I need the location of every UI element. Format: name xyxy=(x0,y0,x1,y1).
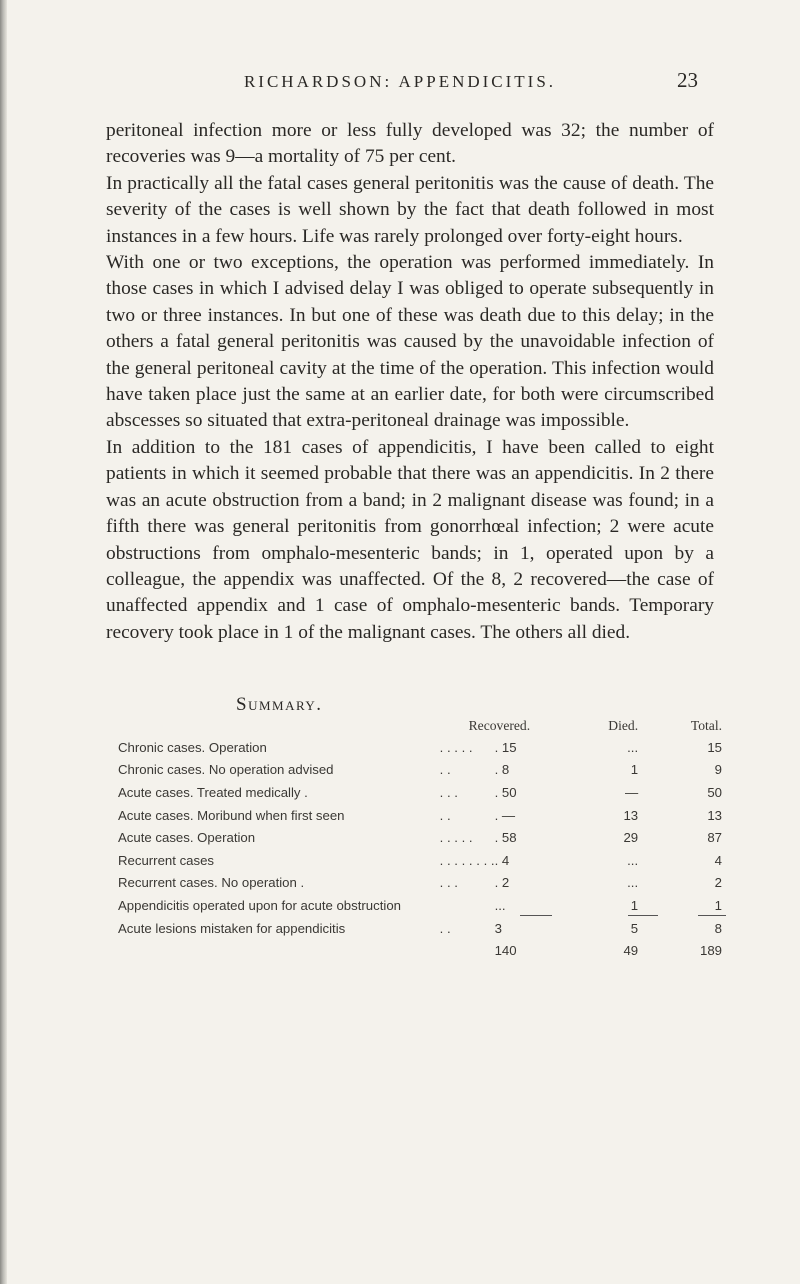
row-label: Acute cases. Operation xyxy=(118,830,256,846)
row-total: 13 xyxy=(707,807,722,823)
row-leader: . . . . . . . . xyxy=(439,852,495,868)
row-label: Chronic cases. No operation advised xyxy=(118,762,334,778)
row-recovered: . 2 xyxy=(494,875,510,891)
row-total: 9 xyxy=(714,762,722,778)
row-label: Recurrent cases. No operation . xyxy=(118,875,305,891)
row-died: ... xyxy=(627,875,639,891)
row-leader: . . xyxy=(439,920,451,936)
column-header-recovered: Recovered. xyxy=(468,718,531,733)
row-leader: . . . xyxy=(439,784,458,800)
row-leader xyxy=(440,894,495,917)
row-leader: . . . . . xyxy=(439,830,473,846)
row-total: 8 xyxy=(714,920,722,936)
row-died: 29 xyxy=(623,830,639,846)
row-died: 1 xyxy=(630,897,639,913)
row-leader: . . xyxy=(439,807,451,823)
summary-header-row xyxy=(118,716,722,736)
summary-row xyxy=(118,894,722,917)
row-died: — xyxy=(624,784,639,800)
row-recovered: . 4 xyxy=(494,852,510,868)
page-header xyxy=(120,68,698,102)
row-label: Chronic cases. Operation xyxy=(118,739,267,755)
paragraph: In practically all the fatal cases general peritonitis was the cause of death. The severity of the cases is well shown by the fact that death followed in most instances in a few hours. Life was rarely prolonged over forty-eight hours. xyxy=(106,172,714,247)
row-total: 2 xyxy=(714,875,722,891)
total-died: 49 xyxy=(623,943,639,959)
summary-row xyxy=(118,872,722,895)
row-leader: . . . . . xyxy=(439,739,473,755)
paragraph: In addition to the 181 cases of appendicitis, I have been called to eight patients in which it seemed probable that there was an appendicitis. In 2 there was an acute obstruction from a band; in 2 malignant disease was found; in a fifth there was general peritonitis from gonorrhœal infection; 2 were acute obstructions from omphalo-mesenteric bands; in 1, operated upon by a colleague, the appendix was unaffected. Of the 8, 2 recovered—the case of unaffected appendix and 1 case of omphalo-mesenteric bands. Temporary recovery took place in 1 of the malignant cases. The others all died. xyxy=(106,436,714,643)
row-died: ... xyxy=(627,739,639,755)
row-total: 87 xyxy=(707,830,722,846)
row-total: 15 xyxy=(707,739,722,755)
row-total: 1 xyxy=(714,897,722,913)
column-header-died: Died. xyxy=(608,718,639,733)
row-label: Acute lesions mistaken for appendicitis xyxy=(118,920,346,936)
sum-rule-recovered xyxy=(520,915,552,916)
row-label: Acute cases. Treated medically . xyxy=(118,784,308,800)
summary-row xyxy=(118,759,722,782)
summary-row xyxy=(118,736,722,759)
row-recovered: . 8 xyxy=(494,762,510,778)
paragraph: With one or two exceptions, the operation was performed immediately. In those cases in which I advised delay I was obliged to operate subsequently in two or three instances. In but one of these was death due to this delay; in the others a fatal general peritonitis was caused by the unavoidable infection of the general peritoneal cavity at the time of the operation. This infection would have taken place just the same at an earlier date, for both were circumscribed abscesses so situated that extra-peritoneal drainage was impossible. xyxy=(106,252,714,432)
sum-rule-total xyxy=(698,915,726,916)
body-text xyxy=(106,118,714,646)
summary-table xyxy=(118,716,722,962)
summary-totals-row xyxy=(118,939,722,962)
running-title: RICHARDSON: APPENDICITIS. xyxy=(243,72,557,91)
row-label: Appendicitis operated upon for acute obstruction xyxy=(118,897,401,913)
row-died: 1 xyxy=(630,762,639,778)
page-edge-shadow xyxy=(0,0,7,1284)
row-recovered: 3 xyxy=(494,920,502,936)
summary-row xyxy=(118,917,722,940)
row-total: 50 xyxy=(707,784,722,800)
row-leader: . . xyxy=(439,762,451,778)
summary-body xyxy=(118,736,722,939)
row-label: Recurrent cases xyxy=(118,852,215,868)
row-recovered: ... xyxy=(494,897,506,913)
row-died: 13 xyxy=(623,807,639,823)
total-recovered: 140 xyxy=(494,943,517,959)
row-recovered: . 15 xyxy=(494,739,517,755)
total-total: 189 xyxy=(699,943,722,959)
sum-rule-died xyxy=(628,915,658,916)
row-label: Acute cases. Moribund when first seen xyxy=(118,807,345,823)
row-total: 4 xyxy=(714,852,722,868)
page-number: 23 xyxy=(677,68,698,92)
paragraph: peritoneal infection more or less fully developed was 32; the number of recoveries was 9—a mortality of 75 per cent. xyxy=(106,120,714,168)
summary-row xyxy=(118,804,722,827)
column-header-total: Total. xyxy=(690,718,722,733)
summary-row xyxy=(118,849,722,872)
row-leader: . . . xyxy=(439,875,458,891)
row-recovered: . 58 xyxy=(494,830,517,846)
summary-row xyxy=(118,826,722,849)
summary-row xyxy=(118,781,722,804)
row-died: 5 xyxy=(630,920,639,936)
row-died: ... xyxy=(627,852,639,868)
row-recovered: . 50 xyxy=(494,784,517,800)
summary-title: Summary. xyxy=(236,694,323,715)
row-recovered: . — xyxy=(494,807,516,823)
